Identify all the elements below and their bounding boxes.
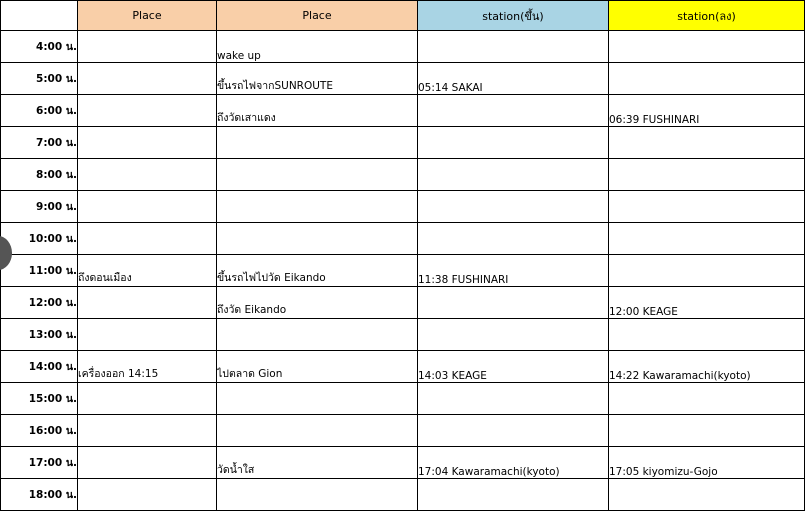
time-cell[interactable]: 9:00 น.	[1, 191, 78, 223]
schedule-cell[interactable]	[78, 383, 217, 415]
cell-text: 14:03 KEAGE	[418, 370, 487, 382]
schedule-cell[interactable]	[217, 223, 418, 255]
table-row	[1, 95, 805, 127]
schedule-cell[interactable]	[78, 351, 217, 383]
cell-text: วัดน้ำใส	[217, 464, 255, 476]
schedule-cell[interactable]	[418, 223, 609, 255]
cell-text: wake up	[217, 50, 261, 62]
schedule-cell[interactable]	[418, 319, 609, 351]
table-row	[1, 223, 805, 255]
time-cell[interactable]: 7:00 น.	[1, 127, 78, 159]
schedule-cell[interactable]	[78, 63, 217, 95]
table-row	[1, 127, 805, 159]
header-station-up[interactable]: station(ขึ้น)	[418, 1, 609, 31]
table-row	[1, 415, 805, 447]
time-cell[interactable]: 5:00 น.	[1, 63, 78, 95]
time-cell[interactable]: 10:00 น.	[1, 223, 78, 255]
schedule-cell[interactable]	[78, 447, 217, 479]
table-row	[1, 159, 805, 191]
schedule-cell[interactable]	[609, 127, 805, 159]
cell-text: 12:00 KEAGE	[609, 306, 678, 318]
cell-text: ถึงวัด Eikando	[217, 304, 287, 316]
time-cell[interactable]: 6:00 น.	[1, 95, 78, 127]
schedule-cell[interactable]	[217, 351, 418, 383]
time-cell[interactable]: 14:00 น.	[1, 351, 78, 383]
time-cell[interactable]: 13:00 น.	[1, 319, 78, 351]
table-row	[1, 351, 805, 383]
schedule-cell[interactable]	[217, 95, 418, 127]
schedule-cell[interactable]	[609, 31, 805, 63]
table-row	[1, 191, 805, 223]
time-cell[interactable]: 16:00 น.	[1, 415, 78, 447]
header-place-2[interactable]: Place	[217, 1, 418, 31]
schedule-cell[interactable]	[78, 127, 217, 159]
schedule-cell[interactable]	[609, 95, 805, 127]
table-row	[1, 383, 805, 415]
cell-text: 14:22 Kawaramachi(kyoto)	[609, 370, 751, 382]
schedule-cell[interactable]	[609, 63, 805, 95]
schedule-cell[interactable]	[78, 415, 217, 447]
schedule-cell[interactable]	[609, 191, 805, 223]
schedule-cell[interactable]	[217, 319, 418, 351]
schedule-cell[interactable]	[418, 287, 609, 319]
schedule-cell[interactable]	[78, 31, 217, 63]
schedule-cell[interactable]	[78, 191, 217, 223]
time-cell[interactable]: 4:00 น.	[1, 31, 78, 63]
schedule-cell[interactable]	[609, 159, 805, 191]
schedule-cell[interactable]	[217, 287, 418, 319]
schedule-cell[interactable]	[609, 415, 805, 447]
schedule-cell[interactable]	[418, 95, 609, 127]
cell-text: ขึ้นรถไฟไปวัด Eikando	[217, 272, 326, 284]
schedule-cell[interactable]	[418, 479, 609, 511]
schedule-cell[interactable]	[418, 127, 609, 159]
schedule-cell[interactable]	[418, 63, 609, 95]
time-cell[interactable]: 12:00 น.	[1, 287, 78, 319]
header-station-down[interactable]: station(ลง)	[609, 1, 805, 31]
time-cell[interactable]: 17:00 น.	[1, 447, 78, 479]
cell-text: ถึงดอนเมือง	[78, 272, 132, 284]
cell-text: เครื่องออก 14:15	[78, 368, 159, 380]
time-cell[interactable]: 15:00 น.	[1, 383, 78, 415]
table-row	[1, 447, 805, 479]
schedule-cell[interactable]	[217, 255, 418, 287]
cell-text: ไปตลาด Gion	[217, 368, 283, 380]
schedule-cell[interactable]	[609, 383, 805, 415]
schedule-cell[interactable]	[78, 287, 217, 319]
table-row	[1, 63, 805, 95]
schedule-cell[interactable]	[78, 95, 217, 127]
cell-text: 17:05 kiyomizu-Gojo	[609, 466, 718, 478]
schedule-cell[interactable]	[418, 351, 609, 383]
schedule-cell[interactable]	[418, 159, 609, 191]
schedule-cell[interactable]	[217, 191, 418, 223]
schedule-cell[interactable]	[418, 191, 609, 223]
schedule-cell[interactable]	[217, 479, 418, 511]
schedule-cell[interactable]	[609, 319, 805, 351]
header-place-1[interactable]: Place	[78, 1, 217, 31]
cell-text: 06:39 FUSHINARI	[609, 114, 700, 126]
time-cell[interactable]: 8:00 น.	[1, 159, 78, 191]
schedule-cell[interactable]	[217, 63, 418, 95]
cell-text: 11:38 FUSHINARI	[418, 274, 509, 286]
schedule-cell[interactable]	[217, 31, 418, 63]
schedule-cell[interactable]	[418, 447, 609, 479]
schedule-cell[interactable]	[78, 479, 217, 511]
header-row	[1, 1, 805, 31]
schedule-cell[interactable]	[609, 479, 805, 511]
cell-text: ถึงวัดเสาแดง	[217, 112, 276, 124]
cell-text: 05:14 SAKAI	[418, 82, 483, 94]
schedule-cell[interactable]	[217, 383, 418, 415]
schedule-cell[interactable]	[609, 447, 805, 479]
cell-text: ขึ้นรถไฟจากSUNROUTE	[217, 80, 333, 92]
table-row	[1, 287, 805, 319]
schedule-cell[interactable]	[418, 383, 609, 415]
table-row	[1, 31, 805, 63]
table-row	[1, 319, 805, 351]
schedule-cell[interactable]	[217, 159, 418, 191]
schedule-cell[interactable]	[78, 159, 217, 191]
schedule-cell[interactable]	[609, 223, 805, 255]
schedule-cell[interactable]	[217, 415, 418, 447]
schedule-cell[interactable]	[418, 31, 609, 63]
corner-cell[interactable]	[1, 1, 78, 31]
schedule-cell[interactable]	[609, 255, 805, 287]
schedule-cell[interactable]	[609, 351, 805, 383]
schedule-cell[interactable]	[217, 447, 418, 479]
time-cell[interactable]: 18:00 น.	[1, 479, 78, 511]
schedule-cell[interactable]	[418, 255, 609, 287]
schedule-cell[interactable]	[78, 255, 217, 287]
schedule-cell[interactable]	[418, 415, 609, 447]
cell-text: 17:04 Kawaramachi(kyoto)	[418, 466, 560, 478]
schedule-cell[interactable]	[217, 127, 418, 159]
time-cell[interactable]: 11:00 น.	[1, 255, 78, 287]
table-row	[1, 479, 805, 511]
schedule-cell[interactable]	[78, 319, 217, 351]
schedule-cell[interactable]	[78, 223, 217, 255]
schedule-cell[interactable]	[609, 287, 805, 319]
table-row	[1, 255, 805, 287]
